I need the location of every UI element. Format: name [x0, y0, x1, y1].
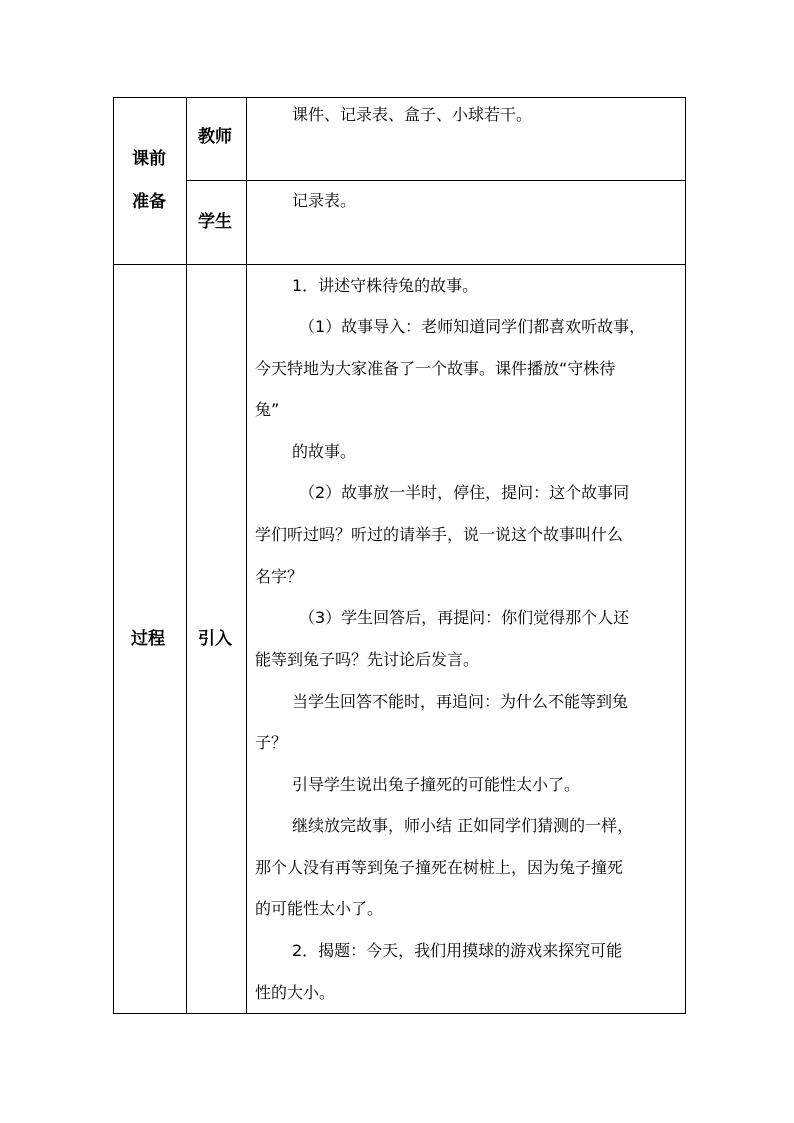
process-line: 引导学生说出兔子撞死的可能性太小了。: [292, 775, 581, 794]
process-line: 性的大小。: [255, 983, 336, 1002]
process-line: 学们听过吗？听过的请举手，说一说这个故事叫什么: [255, 525, 624, 544]
subsection-column-divider: [246, 97, 247, 1014]
process-line: 的故事。: [292, 442, 357, 461]
stage-label: 引入: [198, 629, 232, 649]
table-bottom-border: [113, 1013, 685, 1014]
process-line: （2）故事放一半时，停住，提问：这个故事同: [299, 483, 630, 502]
student-content: 记录表。: [292, 191, 357, 210]
process-line: 兔”: [255, 400, 280, 419]
process-line: 今天特地为大家准备了一个故事。课件播放“守株待: [255, 359, 616, 378]
process-line: 继续放完故事，师小结 正如同学们猜测的一样，: [292, 816, 634, 835]
process-line: （1）故事导入：老师知道同学们都喜欢听故事，: [299, 317, 646, 336]
process-line: 能等到兔子吗？先讨论后发言。: [255, 650, 480, 669]
prep-section-label-line1: 课前: [132, 149, 166, 169]
teacher-student-divider: [186, 180, 685, 181]
process-line: 子？: [255, 733, 288, 752]
process-section-label: 过程: [131, 629, 165, 649]
prep-process-divider: [113, 264, 685, 265]
process-line: 那个人没有再等到兔子撞死在树桩上，因为兔子撞死: [255, 858, 624, 877]
process-line: 的可能性太小了。: [255, 899, 384, 918]
process-line: （3）学生回答后，再提问：你们觉得那个人还: [299, 608, 630, 627]
process-line: 2．揭题：今天，我们用摸球的游戏来探究可能: [292, 941, 623, 960]
prep-section-label-line2: 准备: [132, 192, 166, 212]
teacher-content: 课件、记录表、盒子、小球若干。: [292, 105, 533, 124]
process-line: 名字？: [255, 567, 304, 586]
section-column-divider: [186, 97, 187, 1014]
process-line: 当学生回答不能时，再追问：为什么不能等到兔: [292, 692, 629, 711]
process-line: 1．讲述守株待兔的故事。: [292, 276, 479, 295]
table-right-border: [685, 97, 686, 1014]
table-left-border: [113, 97, 114, 1014]
table-top-border: [113, 97, 685, 98]
student-label: 学生: [198, 212, 232, 232]
teacher-label: 教师: [198, 127, 232, 147]
